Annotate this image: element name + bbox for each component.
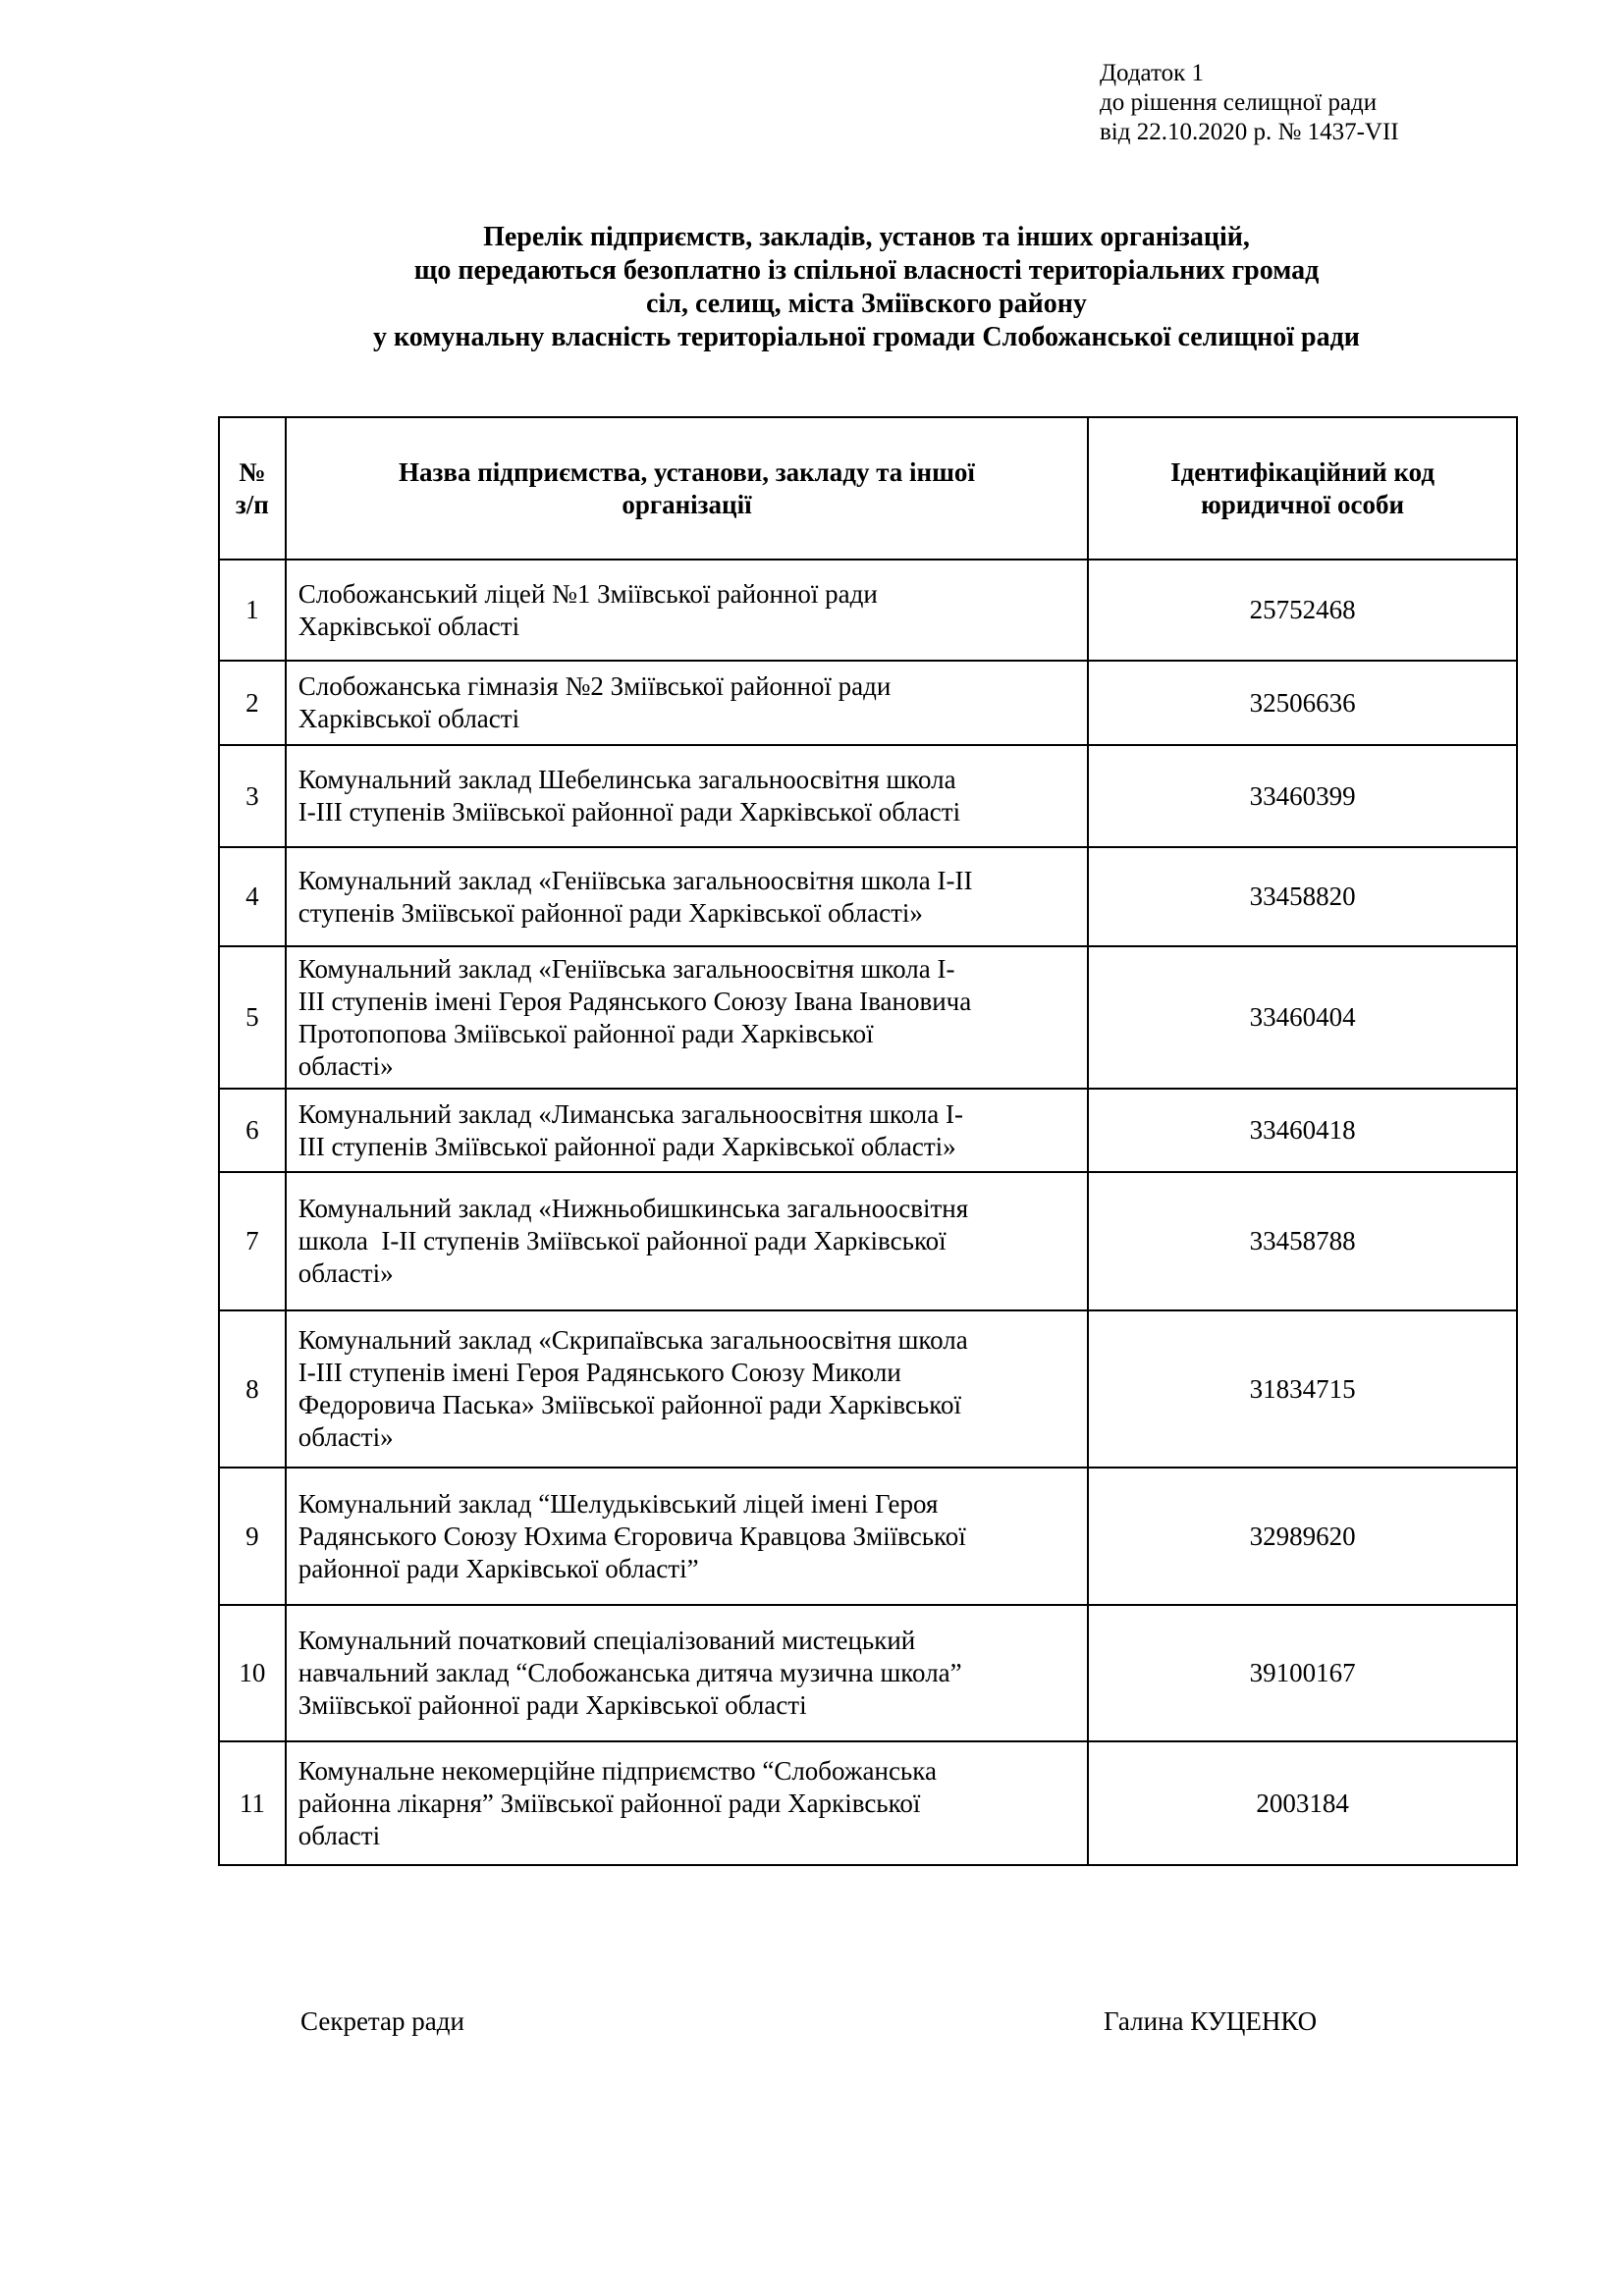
organization-name-line: ступенів Зміївської районної ради Харківської області» — [298, 897, 923, 928]
organization-name-line: Комунальний початковий спеціалізований мистецький — [298, 1626, 916, 1655]
appendix-line: Додаток 1 — [1100, 60, 1204, 86]
organization-name-line: Комунальний заклад “Шелудьківський ліцей імені Героя — [298, 1488, 939, 1519]
table-row — [219, 1089, 1517, 1172]
organization-name-line: Комунальний заклад «Нижньобишкинська загальноосвітня — [298, 1194, 969, 1223]
organization-name-line: І-ІІІ ступенів імені Героя Радянського Союзу Миколи — [298, 1358, 901, 1387]
organization-name-line: області» — [298, 1258, 394, 1288]
header-organization-name: Назва підприємства, установи, закладу та іншої організації — [286, 417, 1088, 560]
table-header-row — [219, 417, 1517, 560]
table-row — [219, 1605, 1517, 1741]
organization-name-line: районна лікарня” Зміївської районної ради Харківської — [298, 1788, 921, 1818]
organization-name-line: районної ради Харківської області” — [298, 1553, 699, 1583]
table-row — [219, 1468, 1517, 1605]
organization-name-line: І-ІІІ ступенів Зміївської районної ради Харківської області — [298, 797, 961, 827]
title-line: у комунальну власність територіальної громади Слобожанської селищної ради — [373, 322, 1360, 352]
identification-code: 33460418 — [1088, 1089, 1517, 1172]
identification-code: 39100167 — [1088, 1605, 1517, 1741]
row-number: 5 — [219, 946, 286, 1089]
row-number: 10 — [219, 1605, 286, 1741]
title-line: Перелік підприємств, закладів, установ та інших організацій, — [483, 222, 1250, 252]
organization-name-line: Радянського Союзу Юхима Єгоровича Кравцова Зміївської — [298, 1521, 966, 1551]
appendix-line: від 22.10.2020 р. № 1437-VII — [1100, 119, 1399, 145]
organization-name-line: Слобожанська гімназія №2 Зміївської районної ради — [298, 671, 892, 701]
organization-name-line: Харківської області — [298, 704, 520, 733]
title-line: сіл, селищ, міста Зміївского району — [646, 289, 1087, 319]
identification-code: 32506636 — [1088, 661, 1517, 745]
organization-name — [286, 745, 1088, 847]
organization-name-line: Протопопова Зміївської районної ради Харківської — [298, 1018, 874, 1048]
signatory-position: Секретар ради — [300, 2006, 464, 2036]
row-number: 6 — [219, 1089, 286, 1172]
organizations-table — [218, 416, 1518, 1866]
organization-name-line: ІІІ ступенів Зміївської районної ради Харківської області» — [298, 1131, 956, 1161]
organization-name — [286, 1468, 1088, 1605]
identification-code: 2003184 — [1088, 1741, 1517, 1865]
row-number: 7 — [219, 1172, 286, 1310]
organization-name-line: Комунальний заклад Шебелинська загальноосвітня школа — [298, 765, 956, 794]
organization-name-line: Комунальний заклад «Геніївська загальноосвітня школа І- — [298, 953, 955, 984]
table-row — [219, 1172, 1517, 1310]
appendix-line: до рішення селищної ради — [1100, 89, 1378, 116]
organization-name-line: Федоровича Паська» Зміївської районної ради Харківської — [298, 1390, 961, 1419]
organization-name — [286, 661, 1088, 745]
header-identification-code: Ідентифікаційний код юридичної особи — [1088, 417, 1517, 560]
organization-name — [286, 1172, 1088, 1310]
row-number: 1 — [219, 560, 286, 661]
organization-name — [286, 1605, 1088, 1741]
table-row — [219, 946, 1517, 1089]
table-row — [219, 560, 1517, 661]
organization-name-line: області» — [298, 1050, 394, 1081]
appendix-block — [1100, 59, 1399, 147]
identification-code: 32989620 — [1088, 1468, 1517, 1605]
table-body — [219, 560, 1517, 1865]
organization-name — [286, 1741, 1088, 1865]
row-number: 4 — [219, 847, 286, 946]
table-row — [219, 847, 1517, 946]
table-row — [219, 1741, 1517, 1865]
row-number: 9 — [219, 1468, 286, 1605]
header-number: № з/п — [219, 417, 286, 560]
organization-name — [286, 1089, 1088, 1172]
organization-name-line: Зміївської районної ради Харківської області — [298, 1690, 807, 1720]
organization-name-line: Комунальний заклад «Скрипаївська загальноосвітня школа — [298, 1325, 968, 1355]
organization-name-line: Комунальний заклад «Геніївська загальноосвітня школа І-ІІ — [298, 865, 973, 895]
organization-name — [286, 946, 1088, 1089]
organization-name-line: області — [298, 1820, 381, 1850]
organization-name-line: Слобожанський ліцей №1 Зміївської районної ради — [298, 578, 878, 609]
identification-code: 33460404 — [1088, 946, 1517, 1089]
organization-name-line: Комунальне некомерційне підприємство “Слобожанська — [298, 1755, 937, 1786]
identification-code: 31834715 — [1088, 1310, 1517, 1468]
row-number: 11 — [219, 1741, 286, 1865]
table-row — [219, 745, 1517, 847]
organization-name-line: ІІІ ступенів імені Героя Радянського Союзу Івана Івановича — [298, 986, 972, 1016]
title-line: що передаються безоплатно із спільної власності територіальних громад — [413, 255, 1320, 286]
organization-name — [286, 847, 1088, 946]
row-number: 2 — [219, 661, 286, 745]
identification-code: 33458820 — [1088, 847, 1517, 946]
organization-name-line: області» — [298, 1422, 394, 1452]
row-number: 8 — [219, 1310, 286, 1468]
document-title — [118, 221, 1615, 354]
organization-name-line: Комунальний заклад «Лиманська загальноосвітня школа І- — [298, 1098, 963, 1129]
identification-code: 33460399 — [1088, 745, 1517, 847]
organization-name-line: школа І-ІІ ступенів Зміївської районної ради Харківської — [298, 1226, 947, 1255]
signatory-name: Галина КУЦЕНКО — [1104, 2006, 1318, 2036]
organization-name-line: Харківської області — [298, 611, 520, 641]
table-row — [219, 1310, 1517, 1468]
row-number: 3 — [219, 745, 286, 847]
organization-name — [286, 1310, 1088, 1468]
identification-code: 33458788 — [1088, 1172, 1517, 1310]
identification-code: 25752468 — [1088, 560, 1517, 661]
table-row — [219, 661, 1517, 745]
organization-name — [286, 560, 1088, 661]
organization-name-line: навчальний заклад “Слобожанська дитяча музична школа” — [298, 1658, 962, 1687]
